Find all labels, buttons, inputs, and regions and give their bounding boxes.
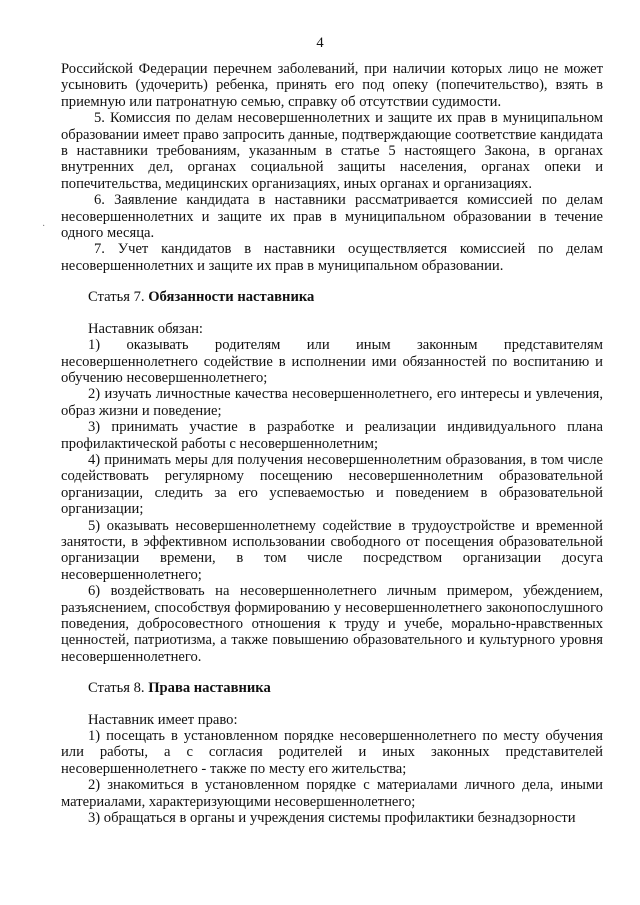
article-7-item: 4) принимать меры для получения несовершеннолетним образования, в том числе содействовать регулярному посещению несовершеннолетним образовательной организации, следить за его успеваемостью и поведением в образовательной организации; <box>61 451 603 518</box>
article-7-item: 3) принимать участие в разработке и реализации индивидуального плана профилактической работы с несовершеннолетним; <box>61 419 603 452</box>
paragraph-item-7: 7. Учет кандидатов в наставники осуществляется комиссией по делам несовершеннолетних и защите их прав в муниципальном образовании. <box>61 241 603 274</box>
article-8-heading <box>61 680 603 696</box>
article-7-item: 2) изучать личностные качества несовершеннолетнего, его интересы и увлечения, образ жизни и поведение; <box>61 386 603 419</box>
paragraph-item-5: 5. Комиссия по делам несовершеннолетних и защите их прав в муниципальном образовании имеет право запросить данные, подтверждающие соответствие кандидата в наставники требованиям, указанным в статье 5 настоящего Закона, в органах внутренних дел, органах социальной защиты населения, органах опеки и попечительства, медицинских организациях, иных органах и организациях. <box>61 110 603 192</box>
article-8-title: Права наставника <box>148 680 271 697</box>
article-8-item: 3) обращаться в органы и учреждения системы профилактики безнадзорности <box>88 810 576 827</box>
article-7-intro: Наставник обязан: <box>88 320 203 337</box>
page-number: 4 <box>316 35 324 51</box>
document-body <box>61 61 603 826</box>
paragraph-continued: Российской Федерации перечнем заболеваний, при наличии которых лицо не может усыновить (удочерить) ребенка, принять его под опеку (попечительство), взять в приемную или патронатную семью, справку об отсутствии судимости. <box>61 61 603 110</box>
article-7-item: 6) воздействовать на несовершеннолетнего личным примером, убеждением, разъяснением, способствуя формированию у несовершеннолетнего законопослушного поведения, добросовестного отношения к труду и учебе, морально-нравственных ценностей, патриотизма, а также повышению образовательного и культурного уровня несовершеннолетнего. <box>61 583 603 665</box>
article-7-heading <box>61 289 603 305</box>
article-7-title: Обязанности наставника <box>148 289 315 306</box>
article-7-item: 1) оказывать родителям или иным законным представителям несовершеннолетнего содействие в исполнении ими обязанностей по воспитанию и обучению несовершеннолетнего; <box>61 337 603 386</box>
article-8-item: 1) посещать в установленном порядке несовершеннолетнего по месту обучения или работы, а с согласия родителей и иных законных представителей несовершеннолетнего - также по месту его жительства; <box>61 728 603 777</box>
article-7-item: 5) оказывать несовершеннолетнему содействие в трудоустройстве и временной занятости, в эффективном использовании свободного от посещения образовательной организации времени, в том числе посредством организации досуга несовершеннолетнего; <box>61 517 603 583</box>
article-8-intro: Наставник имеет право: <box>88 711 238 728</box>
article-7-prefix: Статья 7. <box>88 289 149 306</box>
paragraph-item-6: 6. Заявление кандидата в наставники рассматривается комиссией по делам несовершеннолетних и защите их прав в муниципальном образовании в течение одного месяца. <box>61 192 603 242</box>
article-8-prefix: Статья 8. <box>88 680 149 697</box>
margin-mark: · <box>42 221 46 232</box>
article-8-item: 2) знакомиться в установленном порядке с материалами личного дела, иными материалами, характеризующими несовершеннолетнего; <box>61 777 603 810</box>
